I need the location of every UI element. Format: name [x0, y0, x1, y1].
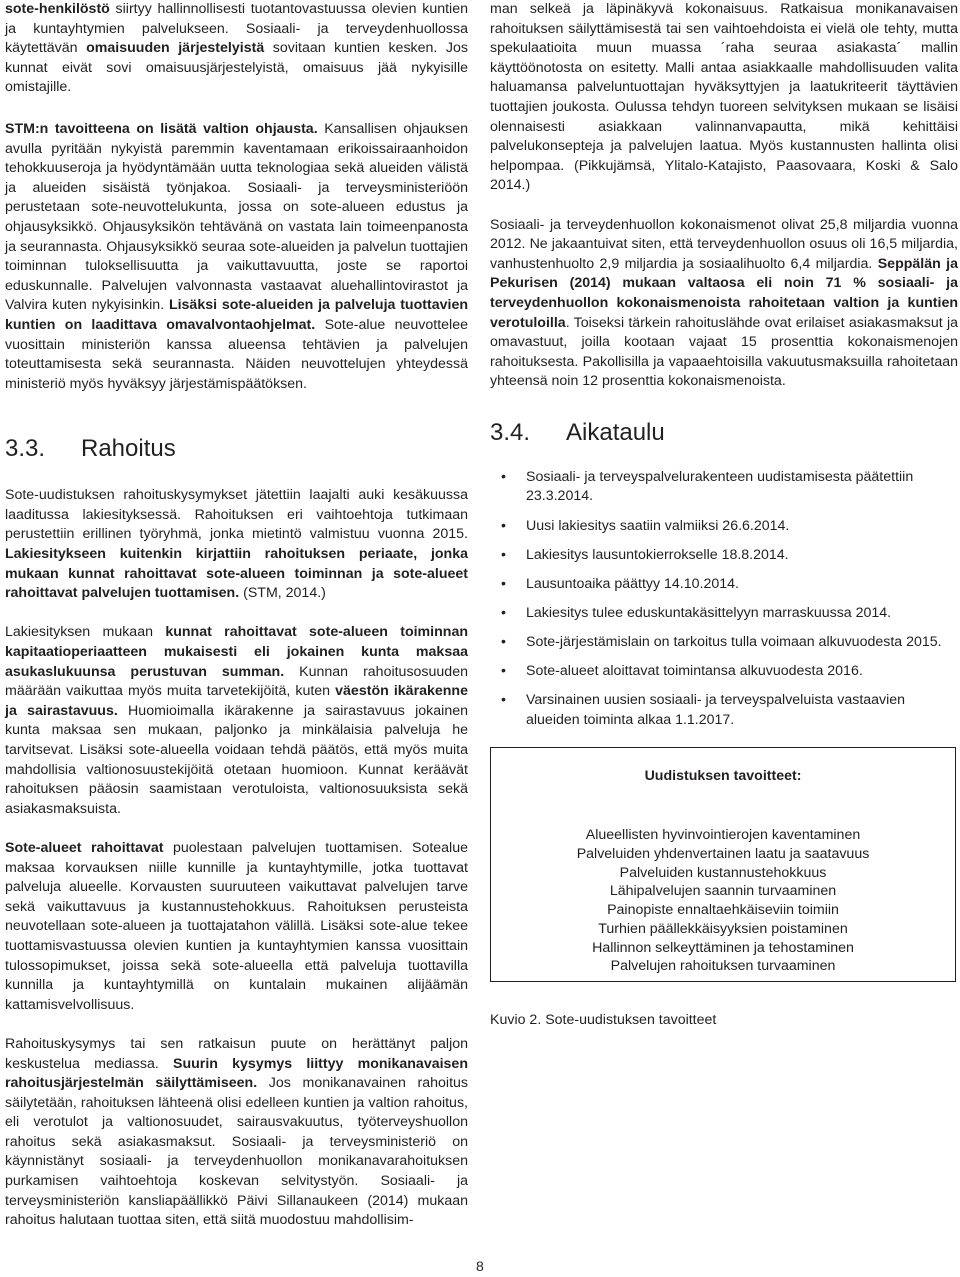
bullet-icon: •: [501, 692, 506, 709]
figure-caption: Kuvio 2. Sote-uudistuksen tavoitteet: [490, 1012, 717, 1029]
paragraph-funding-intro: Sote-uudistuksen rahoituskysymykset jätettiin laajalti auki kesäkuussa laaditussa lakiesityksessä. Rahoituksen eri vaihtoehtoja tutkimaan perustettiin erillinen työryhmä, jonka mietintö valmistuu vuonna 2015. Lakiesitykseen kuitenkin kirjattiin rahoituksen periaate, jonka mukaan kunnat rahoittavat sote-alueen toiminnan ja sote-alueet rahoittavat palvelujen tuottamisen. (STM, 2014.): [5, 487, 468, 602]
list-item: • Sote-järjestämislain on tarkoitus tulla voimaan alkuvuodesta 2015.: [490, 633, 958, 653]
paragraph-transparency: man selkeä ja läpinäkyvä kokonaisuus. Ratkaisua monikanavaisen rahoituksen säilyttämisestä tai sen vaihtoehdoista ei vielä ole tehty, mutta spekulaatioita muun muassa ´raha seuraa asiakasta´ mallin käyttöönotosta on esitetty. Malli antaa asiakkaalle mahdollisuuden valita haluamansa palveluntuottajan hyväksyttyjen ja laatukriteerit täyttävien tuottajien joukosta. Oulussa tehdyn tuoreen selvityksen mukaan se lisäisi olennaisesti asiakkaan valinnanvapautta, mikä kehittäisi palvelukonsepteja ja palvelujen laatua. Myös kustannusten hallinta olisi helpompaa. (Pikkujämsä, Ylitalo-Katajisto, Paasovaara, Koski & Salo 2014.): [490, 1, 958, 194]
goal-item: Palveluiden yhdenvertainen laatu ja saatavuus: [576, 845, 870, 862]
right-column: [490, 0, 958, 1031]
bullet-icon: •: [501, 663, 506, 680]
bullet-icon: •: [501, 604, 506, 621]
list-item: • Uusi lakiesitys saatiin valmiiksi 26.6.2014.: [490, 517, 958, 537]
goal-item: Lähipalvelujen saannin turvaaminen: [609, 883, 837, 900]
goal-item: Palveluiden kustannustehokkuus: [619, 864, 827, 881]
list-item: • Varsinainen uusien sosiaali- ja terveyspalveluista vastaavien alueiden toiminta alkaa 1.1.2017.: [501, 692, 906, 728]
paragraph-steering: STM:n tavoitteena on lisätä valtion ohjausta. Kansallisen ohjauksen avulla pyritään nykyistä paremmin kaventamaan erikoissairaanhoidon tehokkuuseroja ja hyödyntämään uutta teknologiaa sekä alueiden välistä ja alueiden sisäistä työnjakoa. Sosiaali- ja terveysministeriöön perustetaan sote-neuvottelukunta, jossa on sote-alueen edustus ja ohjausyksikkö. Ohjausyksikön tehtävänä on vastata lain toimeenpanosta ja seurannasta. Ohjausyksikkö seuraa sote-alueiden ja palvelun tuottajien toiminnan tuloksellisuutta ja vaikuttavuutta, joste se raportoi eduskunnalle. Palvelujen valvonnasta vastaavat aluehallintovirastot ja Valvira kuten nykyisinkin. Lisäksi sote-alueiden ja palveluja tuottavien kuntien on laadittava omavalvontaohjelmat. Sote-alue neuvottelee vuosittain ministeriön kanssa alueensa tehtävien ja palvelujen toteuttamisesta sekä seurannasta. Näiden neuvottelujen yhteydessä ministeriö myös hyväksyy järjestämispäätöksen.: [5, 120, 468, 392]
section-heading-schedule: 3.4. Aikataulu: [490, 418, 665, 446]
page-number: 8: [476, 1258, 484, 1274]
left-column: [5, 0, 468, 1231]
goal-item: Palvelujen rahoituksen turvaaminen: [610, 958, 836, 975]
goal-item: Hallinnon selkeyttäminen ja tehostaminen: [592, 939, 854, 956]
goal-item: Turhien päällekkäisyyksien poistaminen: [598, 920, 848, 937]
list-item: • Sosiaali- ja terveyspalvelurakenteen uudistamisesta päätettiin 23.3.2014.: [501, 468, 914, 505]
list-item: • Sote-alueet aloittavat toimintansa alkuvuodesta 2016.: [490, 662, 958, 682]
paragraph-sote-areas-funding: Sote-alueet rahoittavat puolestaan palvelujen tuottamisen. Sotealue maksaa korvauksen niille kunnille ja kuntayhtymille, jotka tuottavat palveluja alueelle. Korvausten suuruuteen vaikuttavat palvelujen tarve sekä vaikuttavuus ja kustannustehokkuus. Rahoituksen perusteista neuvotellaan sote-alueen ja tuottajatahon välillä. Lisäksi sote-alue tekee tuottamisvastuussa olevien kuntien ja kuntayhtymien kanssa vuosittain tulossopimukset, joissa sekä sote-alueella että palveluja tuottavilla kunnilla ja kuntayhtymillä on kuntalain mukainen alijäämän kattamisvelvollisuus.: [5, 839, 468, 1013]
bullet-icon: •: [501, 633, 506, 650]
schedule-list: [490, 468, 958, 730]
goals-box: [490, 747, 956, 982]
goal-item: Alueellisten hyvinvointierojen kaventaminen: [585, 826, 861, 843]
section-heading-funding: 3.3. Rahoitus: [5, 435, 176, 463]
paragraph-capitation: Lakiesityksen mukaan kunnat rahoittavat sote-alueen toiminnan kapitaatioperiaatteen mukaisesti eli jokainen kunta maksaa asukaslukuunsa perustuvan summan. Kunnan rahoitusosuuden määrään vaikuttaa myös muita tarvetekijöitä, kuten väestön ikärakenne ja sairastavuus. Huomioimalla ikärakenne ja sairastavuus jokainen kunta maksaa sen mukaan, paljonko ja minkälaisia palveluja he tarvitsevat. Lisäksi sote-alueella voidaan tehdä päätös, että myös muita mahdollisia valtionosuustekijöitä otetaan huomioon. Kunnat keräävät rahoituksen pääosin saamistaan verotuloista, valtionosuuksista sekä asiakasmaksuista.: [5, 624, 468, 817]
bullet-icon: •: [501, 575, 506, 592]
paragraph-expenditure: Sosiaali- ja terveydenhuollon kokonaismenot olivat 25,8 miljardia vuonna 2012. Ne jakaantuivat siten, että terveydenhuollon osuus oli 16,5 miljardia, vanhustenhuolto 2,9 miljardia ja sosiaalihuolto 6,4 miljardia. Seppälän ja Pekurisen (2014) mukaan valtaosa eli noin 71 % sosiaali- ja terveydenhuollon kokonaismenoista rahoitetaan valtion ja kuntien verotuloilla. Toiseksi tärkein rahoituslähde ovat erilaiset asiakasmaksut ja omavastuut, joilla kootaan vajaat 15 prosenttia kokonaismenojen rahoituksesta. Pakollisilla ja vapaaehtoisilla vakuutusmaksuilla rahoitetaan yhteensä noin 12 prosenttia kokonaismenoista.: [490, 216, 958, 390]
bullet-icon: •: [501, 468, 506, 485]
list-item: • Lakiesitys lausuntokierrokselle 18.8.2014.: [490, 546, 958, 566]
list-item: • Lakiesitys tulee eduskuntakäsittelyyn marraskuussa 2014.: [490, 604, 958, 624]
bullet-icon: •: [501, 546, 506, 563]
list-item: • Lausuntoaika päättyy 14.10.2014.: [490, 575, 958, 595]
goals-box-title: Uudistuksen tavoitteet:: [644, 768, 802, 785]
paragraph-multichannel: Rahoituskysymys tai sen ratkaisun puute on herättänyt paljon keskustelua mediassa. Suurin kysymys liittyy monikanavaisen rahoitusjärjestelmän säilyttämiseen. Jos monikanavainen rahoitus säilytetään, rahoituksen lähteenä olisi edelleen kuntien ja valtion rahoitus, eli verotulot ja valtionosuudet, sairausvakuutus, työterveyshuollon rahoitus sekä asiakasmaksut. Sosiaali- ja terveysministeriö on käynnistänyt sosiaali- ja terveydenhuollon monikanavarahoituksen purkamisen vaihtoehtoja koskevan selvitystyön. Sosiaali- ja terveysministeriön kansliapäällikkö Päivi Sillanaukeen (2014) mukaan rahoitus halutaan tuottaa siten, että siitä muodostuu mahdollisim-: [5, 1035, 468, 1229]
bullet-icon: •: [501, 517, 506, 534]
goal-item: Painopiste ennaltaehkäiseviin toimiin: [607, 902, 839, 919]
paragraph-staff: sote-henkilöstö siirtyy hallinnollisesti tuotantovastuussa olevien kuntien ja kuntayhtymien palvelukseen. Sosiaali- ja terveydenhuollossa käytettävän omaisuuden järjestelyistä sovitaan kuntien kesken. Jos kunnat eivät sovi omaisuusjärjestelyistä, omaisuus jää nykyisille omistajille.: [5, 1, 468, 96]
